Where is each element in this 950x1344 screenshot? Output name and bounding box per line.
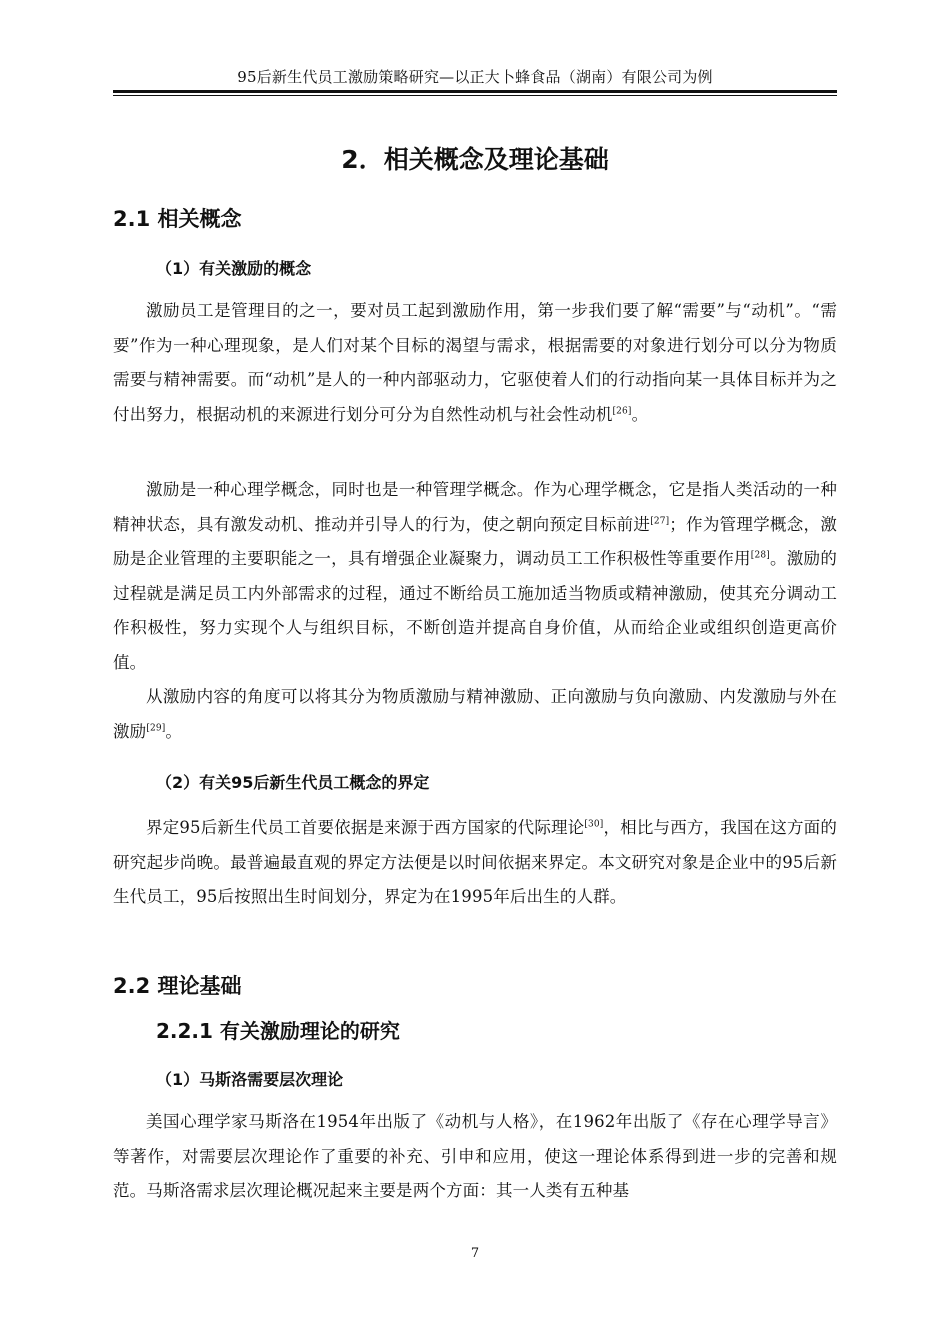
paragraph-text: 。激励的过程就是满足员工内外部需求的过程，通过不断给员工施加适当物质或精神激励，使其充分调动工作积极性，努力实现个人与组织目标，不断创造并提高自身价值，从而给企业或组织创造更高价值。 — [113, 549, 837, 672]
paragraph-text: 激励是一种心理学概念，同时也是一种管理学概念。作为心理学概念，它是指人类活动的一种精神状态，具有激发动机、推动并引导人的行为，使之朝向预定目标前进 — [113, 480, 837, 534]
paragraph-text: ，相比与西方，我国在这方面的研究起步尚晚。最普遍最直观的界定方法便是以时间依据来界定。本文研究对象是企业中的95后新生代员工，95后按照出生时间划分，界定为在1995年后出生的人群。 — [113, 818, 837, 907]
paragraph-text: 激励员工是管理目的之一，要对员工起到激励作用，第一步我们要了解“需要”与“动机”。“需要”作为一种心理现象，是人们对某个目标的渴望与需求，根据需要的对象进行划分可以分为物质需要与精神需要。而“动机”是人的一种内部驱动力，它驱使着人们的行动指向某一具体目标并为之付出努力，根据动机的来源进行划分可分为自然性动机与社会性动机 — [113, 301, 837, 424]
header-rule-thin — [113, 95, 837, 96]
citation-ref: [29] — [146, 723, 166, 734]
paragraph-text: ；作为管理学概念，激励是企业管理的主要职能之一，具有增强企业凝聚力，调动员工工作积极性等重要作用 — [113, 514, 837, 569]
paragraph-text: 从激励内容的角度可以将其分为物质激励与精神激励、正向激励与负向激励、内发激励与外在激励 — [113, 687, 837, 741]
section-heading-2-1: 2.1 相关概念 — [113, 207, 242, 231]
paragraph-text: 界定95后新生代员工首要依据是来源于西方国家的代际理论 — [146, 818, 585, 837]
header-rule-thick — [113, 90, 837, 93]
citation-ref: [28] — [750, 550, 770, 561]
paragraph-text-end: 。 — [631, 404, 649, 424]
subsection-heading-maslow: （1）马斯洛需要层次理论 — [156, 1070, 344, 1089]
page-number: 7 — [470, 1246, 480, 1261]
running-header: 95后新生代员工激励策略研究—以正大卜蜂食品（湖南）有限公司为例 — [237, 68, 713, 86]
paragraph-incentive-types — [113, 680, 837, 749]
paragraph-maslow-theory — [113, 1105, 837, 1209]
subsection-heading-95-generation: （2）有关95后新生代员工概念的界定 — [156, 773, 430, 792]
subsection-heading-incentive-concept: （1）有关激励的概念 — [156, 259, 312, 278]
paragraph-text-end: 。 — [165, 721, 183, 741]
paragraph-95-generation-definition — [113, 811, 837, 915]
citation-ref: [30] — [584, 819, 604, 830]
chapter-title: 2．相关概念及理论基础 — [341, 145, 609, 174]
paragraph-incentive-definition — [113, 473, 837, 681]
citation-ref: [27] — [650, 516, 670, 527]
section-heading-2-2: 2.2 理论基础 — [113, 974, 242, 998]
citation-ref: [26] — [612, 406, 632, 417]
paragraph-needs-and-motives — [113, 294, 837, 432]
paragraph-text: 美国心理学家马斯洛在1954年出版了《动机与人格》，在1962年出版了《存在心理学导言》等著作，对需要层次理论作了重要的补充、引申和应用，使这一理论体系得到进一步的完善和规范。马斯洛需求层次理论概况起来主要是两个方面：其一人类有五种基 — [113, 1112, 837, 1201]
section-heading-2-2-1: 2.2.1 有关激励理论的研究 — [156, 1019, 400, 1043]
